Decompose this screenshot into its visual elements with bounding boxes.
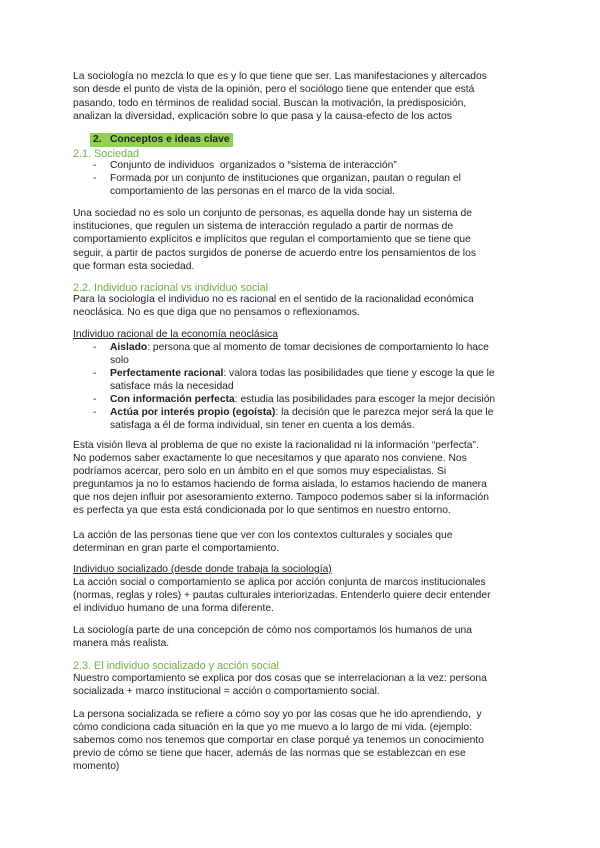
- paragraph-line: Nuestro comportamiento se explica por dos cosas que se interrelacionan a la vez: persona: [73, 673, 487, 684]
- underlined-heading-socializado: Individuo socializado (desde donde trabaja la sociología): [73, 564, 332, 575]
- section-heading-highlighted: [90, 133, 233, 147]
- list-item-continuation: satisface más la necesidad: [110, 381, 234, 392]
- list-bullet: -: [93, 394, 97, 405]
- list-bullet: -: [93, 173, 97, 184]
- paragraph-line: Para la sociología el individuo no es racional en el sentido de la racionalidad económica: [73, 294, 474, 305]
- paragraph-line: La persona socializada se refiere a cómo soy yo por las cosas que he ido aprendiendo, y: [73, 709, 482, 720]
- list-item-text: : persona que al momento de tomar decisiones de comportamiento lo hace: [147, 342, 489, 353]
- paragraph-line: que forman esta sociedad.: [73, 261, 195, 272]
- list-item-term: Con información perfecta: [110, 394, 235, 405]
- paragraph-line: sabemos como nos tenemos que comportar en clase porqué ya tenemos un conocimiento: [73, 735, 484, 746]
- paragraph-line: determinan en gran parte el comportamiento.: [73, 543, 280, 554]
- paragraph-line: La acción social o comportamiento se aplica por acción conjunta de marcos institucionales: [73, 577, 486, 588]
- paragraph-line: socializada + marco institucional = acción o comportamiento social.: [73, 686, 380, 697]
- list-item-term: Aislado: [110, 342, 148, 353]
- list-item-term: Perfectamente racional: [110, 368, 224, 379]
- paragraph-line: La acción de las personas tiene que ver con los contextos culturales y sociales que: [73, 530, 453, 541]
- list-item-text: : valora todas las posibilidades que tiene y escoge la que le: [223, 368, 495, 379]
- paragraph-line: el individuo humano de una forma diferente.: [73, 603, 274, 614]
- list-item: [110, 367, 495, 381]
- paragraph-line: es perfecta ya que esta está condicionada por lo que sentimos en nuestro entorno.: [73, 505, 451, 516]
- intro-line: pasando, todo en términos de realidad social. Buscan la motivación, la predisposición,: [73, 98, 467, 109]
- list-item-continuation: comportamiento de las personas en el marco de la vida social.: [110, 186, 396, 197]
- paragraph-line: manera más realista.: [73, 638, 170, 649]
- list-bullet: -: [93, 407, 97, 418]
- subsection-heading-sociedad: 2.1. Sociedad: [73, 148, 140, 160]
- paragraph-line: momento): [73, 761, 120, 772]
- intro-line: analizan la diversidad, explicación sobre lo que pasa y la causa-efecto de los actos: [73, 111, 452, 122]
- paragraph-line: Esta visión lleva al problema de que no existe la racionalidad ni la información “perfecta”.: [73, 440, 479, 451]
- paragraph-line: seguir, a partir de pactos surgidos de ponerse de acuerdo entre los pensamientos de los: [73, 248, 476, 259]
- section-title: Conceptos e ideas clave: [110, 134, 230, 145]
- list-item-text: : la decisión que le parezca mejor será la que le: [275, 407, 494, 418]
- list-bullet: -: [93, 160, 97, 171]
- list-item-continuation: satisfaga a él de forma individual, sin tener en cuenta a los demás.: [110, 420, 415, 431]
- paragraph-line: cómo condiciona cada situación en la que yo me muevo a lo largo de mi vida. (ejemplo:: [73, 722, 472, 733]
- subsection-heading-accion: 2.3. El individuo socializado y acción social: [73, 660, 279, 672]
- subsection-heading-individuo: 2.2. Individuo racional vs individuo social: [73, 282, 269, 294]
- paragraph-line: La sociología parte de una concepción de cómo nos comportamos los humanos de una: [73, 625, 472, 636]
- paragraph-line: preguntamos ja no lo estamos haciendo de forma aislada, lo estamos haciendo de manera: [73, 479, 487, 490]
- intro-line: son desde el punto de vista de la opinión, pero el sociólogo tiene que entender que está: [73, 84, 475, 95]
- list-item: [110, 341, 489, 355]
- paragraph-line: Una sociedad no es solo un conjunto de personas, es aquella donde hay un sistema de: [73, 208, 472, 219]
- paragraph-line: instituciones, que regulen un sistema de interacción regulado a partir de normas de: [73, 221, 454, 232]
- list-item: [110, 393, 495, 407]
- list-bullet: -: [93, 368, 97, 379]
- list-item-term: Actúa por interés propio (egoísta): [110, 407, 276, 418]
- intro-line: La sociología no mezcla lo que es y lo que tiene que ser. Las manifestaciones y altercados: [73, 71, 487, 82]
- list-item: [110, 406, 493, 420]
- paragraph-line: podríamos acercar, pero solo en un ámbito en el que somos muy especialistas. Si: [73, 466, 447, 477]
- underlined-heading-racional: Individuo racional de la economía neoclásica: [73, 329, 278, 340]
- list-item-text: : estudia las posibilidades para escoger la mejor decisión: [234, 394, 496, 405]
- paragraph-line: previo de cómo se tiene que hacer, además de las normas que se establezcan en ese: [73, 748, 466, 759]
- list-item: Conjunto de individuos organizados o “sistema de interacción”: [110, 160, 397, 171]
- paragraph-line: comportamiento explícitos e implícitos que regulan el comportamiento que se tiene que: [73, 234, 471, 245]
- paragraph-line: No podemos saber exactamente lo que necesitamos y que aparato nos conviene. Nos: [73, 453, 467, 464]
- paragraph-line: que nos dejen influir por asesoramiento externo. Tampoco podemos saber si la información: [73, 492, 489, 503]
- list-item-continuation: solo: [110, 355, 129, 366]
- list-item: Formada por un conjunto de instituciones que organizan, pautan o regulan el: [110, 173, 461, 184]
- section-number: 2.: [93, 134, 102, 145]
- list-bullet: -: [93, 342, 97, 353]
- paragraph-line: neoclásica. No es que diga que no pensamos o reflexionamos.: [73, 307, 360, 318]
- paragraph-line: (normas, reglas y roles) + pautas culturales interiorizadas. Entenderlo quiere decir entender: [73, 590, 491, 601]
